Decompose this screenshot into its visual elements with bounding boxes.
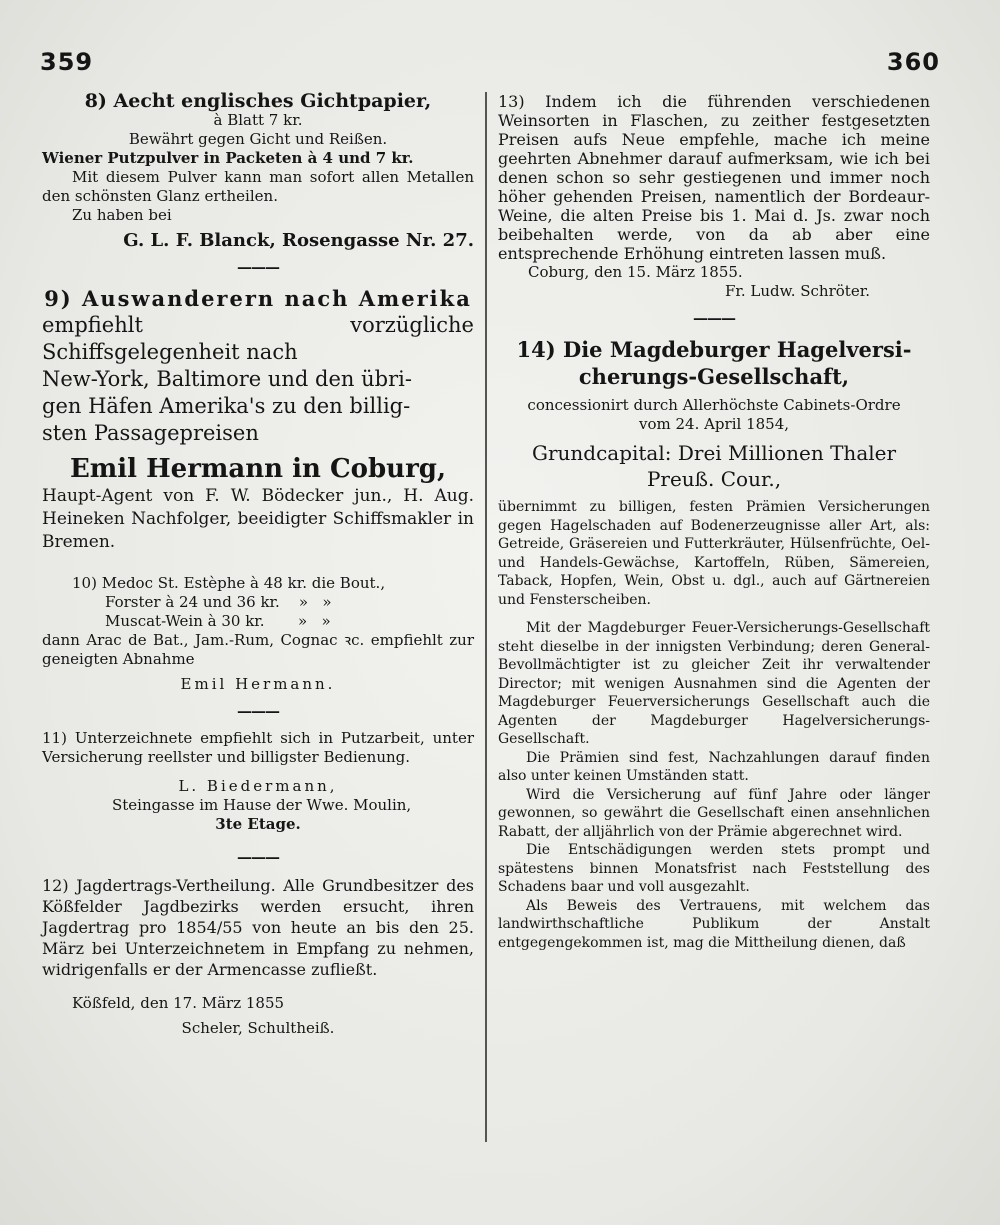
ad-14-title1: 14) Die Magdeburger Hagelversi- (516, 337, 912, 362)
ad-14-para3: Die Prämien sind fest, Nachzahlungen darauf finden also unter keinen Umständen statt. (498, 749, 930, 784)
ad-11-sig1: L. Biedermann, (178, 777, 338, 795)
ad-12 (42, 875, 474, 1038)
page-number-right: 360 (886, 48, 940, 76)
ad-12-text: 12) Jagdertrags-Vertheilung. Alle Grundbesitzer des Kößfelder Jagdbezirks werden ersucht, ihren Jagdertrag pro 1854/55 von heute an bis den 25. März bei Unterzeichnetem in Empfang zu nehmen, widrigenfalls er der Armencasse zufließt. (42, 876, 474, 979)
ad-14-capital2: Preuß. Cour., (646, 467, 782, 491)
ad-9-line1: 9) Auswanderern nach Amerika (44, 286, 472, 311)
ad-8-product2-desc: Mit diesem Pulver kann man sofort allen Metallen den schönsten Glanz ertheilen. (42, 168, 474, 205)
ad-14-capital1: Grundcapital: Drei Millionen Thaler (531, 441, 897, 465)
ad-8-seller: G. L. F. Blanck, Rosengasse Nr. 27. (123, 230, 474, 251)
ad-11-sig2: Steingasse im Hause der Wwe. Moulin, (112, 796, 412, 814)
ad-14-para5: Die Entschädigungen werden stets prompt und spätestens binnen Monatsfrist nach Feststellung des Schadens baar und voll ausgezahlt. (498, 842, 930, 895)
ad-13-date: Coburg, den 15. März 1855. (528, 263, 743, 281)
ad-10-line3: Muscat-Wein à 30 kr. » » (105, 612, 331, 630)
ad-13-text: 13) Indem ich die führenden verschiedenen Weinsorten in Flaschen, zu zeither festgesetzten Preisen aufs Neue empfehle, mache ich meine geehrten Abnehmer darauf aufmerksam, wie ich bei denen schon so sehr gestiegenen und immer noch höher gehenden Preisen, namentlich der Bordeaur-Weine, die alten Preise bis 1. Mai d. Js. zwar noch beibehalten werde, von da ab aber eine entsprechende Erhöhung eintreten lassen muß. (498, 92, 930, 263)
ad-8-product2: Wiener Putzpulver in Packeten à 4 und 7 kr. (42, 149, 414, 167)
separator: ——— (693, 309, 735, 327)
ad-9 (42, 285, 474, 554)
ad-14-para1: übernimmt zu billigen, festen Prämien Versicherungen gegen Hagelschaden auf Bodenerzeugnisse aller Art, als: Getreide, Gräsereien und Futterkräuter, Hülsenfrüchte, Oel- und Handels-Gewächse, Kartoffeln, Rüben, Sämereien, Taback, Hopfen, Wein, Obst u. dgl., auch auf Gärtnereien und Fensterscheiben. (498, 499, 930, 608)
ad-12-signature: Scheler, Schultheiß. (181, 1019, 335, 1037)
separator: ——— (237, 258, 279, 276)
ad-14-para4: Wird die Versicherung auf fünf Jahre oder länger gewonnen, so gewährt die Gesellschaft einen ansehnlichen Rabatt, der alljährlich von der Prämie abgerechnet wird. (498, 786, 930, 840)
ad-10-line2: Forster à 24 und 36 kr. » » (105, 593, 332, 611)
ad-14-para6: Als Beweis des Vertrauens, mit welchem das landwirthschaftliche Publikum der Anstalt entgegengekommen ist, mag die Mittheilung dienen, daß (498, 897, 930, 951)
ad-8-title: 8) Aecht englisches Gichtpapier, (84, 90, 432, 112)
ad-10 (42, 574, 474, 694)
ad-14-concession1: concessionirt durch Allerhöchste Cabinets-Ordre (527, 396, 901, 414)
ad-8 (42, 92, 474, 250)
ad-11-sig3: 3te Etage. (215, 815, 301, 833)
ad-14-title2: cherungs-Gesellschaft, (578, 364, 850, 389)
ad-10-line4: dann Arac de Bat., Jam.-Rum, Cognac ꝛc. empfiehlt zur geneigten Abnahme (42, 631, 474, 668)
ad-8-price: à Blatt 7 kr. (213, 111, 303, 129)
ad-11 (42, 729, 474, 834)
ad-9-line4: gen Häfen Amerika's zu den billig- (42, 394, 411, 418)
ad-14 (498, 336, 930, 952)
right-column (498, 92, 930, 952)
ad-14-concession2: vom 24. April 1854, (638, 415, 790, 433)
separator: ——— (237, 702, 279, 720)
ad-13-signature: Fr. Ludw. Schröter. (724, 282, 870, 300)
ad-9-line3: New-York, Baltimore und den übri- (42, 367, 412, 391)
ad-14-para2: Mit der Magdeburger Feuer-Versicherungs-Gesellschaft steht dieselbe in der innigsten Verbindung; deren General-Bevollmächtigter ist zu gleicher Zeit ihr verwaltender Director; mit wenigen Ausnahmen sind die Agenten der Magdeburger Feuerversicherungs Gesellschaft auch die Agenten der Magdeburger Hagelversicherungs-Gesellschaft. (498, 620, 930, 747)
ad-10-line1: 10) Medoc St. Estèphe à 48 kr. die Bout., (72, 574, 386, 592)
ad-8-desc: Bewährt gegen Gicht und Reißen. (128, 130, 388, 148)
ad-9-agent: Emil Hermann in Coburg, (69, 454, 447, 484)
ad-10-signature: Emil Hermann. (180, 675, 336, 693)
ad-11-text: 11) Unterzeichnete empfiehlt sich in Putzarbeit, unter Versicherung reellster und billigster Bedienung. (42, 729, 474, 766)
left-column (42, 92, 474, 1038)
ad-12-place-date: Kößfeld, den 17. März 1855 (72, 994, 285, 1012)
column-divider (485, 92, 487, 1142)
ad-8-available: Zu haben bei (72, 206, 172, 224)
ad-9-line2: empfiehlt vorzügliche Schiffsgelegenheit nach (42, 313, 474, 364)
ad-13 (498, 92, 930, 301)
page-number-left: 359 (40, 48, 94, 76)
separator: ——— (237, 848, 279, 866)
ad-9-line5: sten Passagepreisen (42, 421, 259, 445)
ad-9-agent-desc: Haupt-Agent von F. W. Bödecker jun., H. Aug. Heineken Nachfolger, beeidigter Schiffsmakler in Bremen. (42, 486, 474, 552)
